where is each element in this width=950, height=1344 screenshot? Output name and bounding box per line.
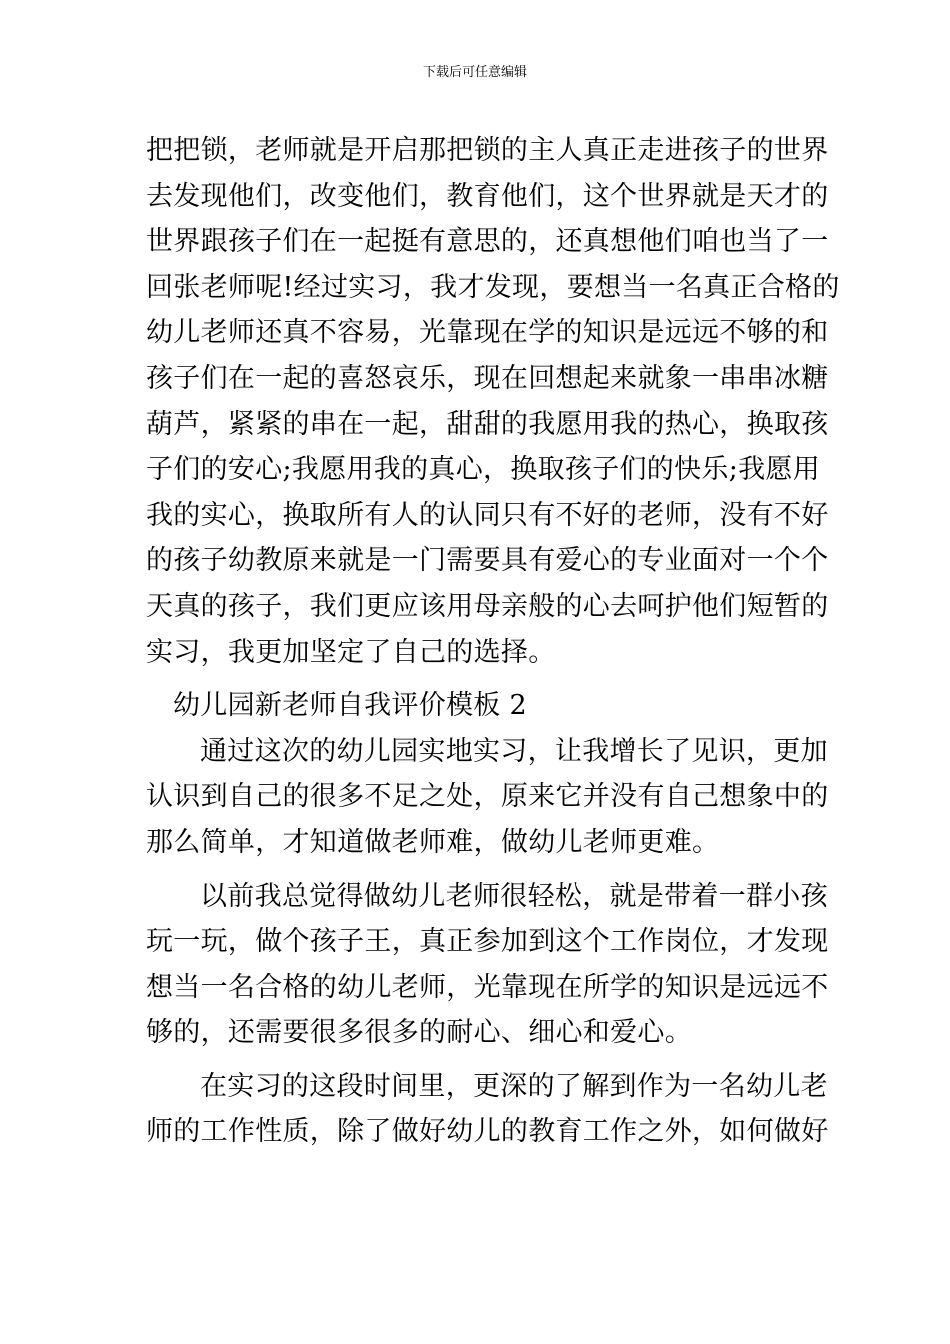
text-line: 的孩子幼教原来就是一门需要具有爱心的专业面对一个个 bbox=[146, 545, 829, 577]
text-line: 够的，还需要很多很多的耐心、细心和爱心。 bbox=[146, 1017, 692, 1049]
text-line: 天真的孩子，我们更应该用母亲般的心去呵护他们短暂的 bbox=[146, 590, 829, 622]
text-line: 认识到自己的很多不足之处，原来它并没有自己想象中的 bbox=[146, 781, 829, 813]
text-line: 想当一名合格的幼儿老师，光靠现在所学的知识是远远不 bbox=[146, 971, 829, 1003]
section-title: 幼儿园新老师自我评价模板 2 bbox=[173, 690, 527, 722]
text-line: 孩子们在一起的喜怒哀乐，现在回想起来就象一串串冰糖 bbox=[146, 362, 829, 394]
text-line: 幼儿老师还真不容易，光靠现在学的知识是远远不够的和 bbox=[146, 317, 829, 349]
text-line: 师的工作性质，除了做好幼儿的教育工作之外，如何做好 bbox=[146, 1116, 829, 1148]
text-line: 把把锁，老师就是开启那把锁的主人真正走进孩子的世界 bbox=[146, 135, 829, 166]
text-line: 世界跟孩子们在一起挺有意思的，还真想他们咱也当了一 bbox=[146, 226, 829, 258]
header-text: 下载后可任意编辑 bbox=[422, 65, 527, 80]
paragraph-1 bbox=[146, 128, 840, 675]
paragraph-3 bbox=[146, 874, 829, 1056]
text-line: 在实习的这段时间里，更深的了解到作为一名幼儿老 bbox=[200, 1070, 828, 1102]
paragraph-4 bbox=[146, 1064, 829, 1155]
text-line: 我的实心，换取所有人的认同只有不好的老师，没有不好 bbox=[146, 499, 829, 531]
page-header bbox=[0, 64, 950, 82]
paragraph-2 bbox=[146, 729, 829, 866]
text-line: 那么简单，才知道做老师难，做幼儿老师更难。 bbox=[146, 826, 720, 858]
text-line: 玩一玩，做个孩子王，真正参加到这个工作岗位，才发现 bbox=[146, 926, 829, 958]
text-line: 通过这次的幼儿园实地实习，让我增长了见识，更加 bbox=[200, 735, 828, 767]
text-line: 子们的安心;我愿用我的真心，换取孩子们的快乐;我愿用 bbox=[146, 454, 820, 486]
text-line: 实习，我更加坚定了自己的选择。 bbox=[146, 636, 556, 668]
text-line: 以前我总觉得做幼儿老师很轻松，就是带着一群小孩 bbox=[200, 880, 828, 912]
text-line: 葫芦，紧紧的串在一起，甜甜的我愿用我的热心，换取孩 bbox=[146, 408, 829, 440]
text-line: 回张老师呢!经过实习，我才发现，要想当一名真正合格的 bbox=[146, 271, 840, 303]
text-line: 去发现他们，改变他们，教育他们，这个世界就是天才的 bbox=[146, 180, 829, 212]
document-body bbox=[146, 128, 840, 1155]
